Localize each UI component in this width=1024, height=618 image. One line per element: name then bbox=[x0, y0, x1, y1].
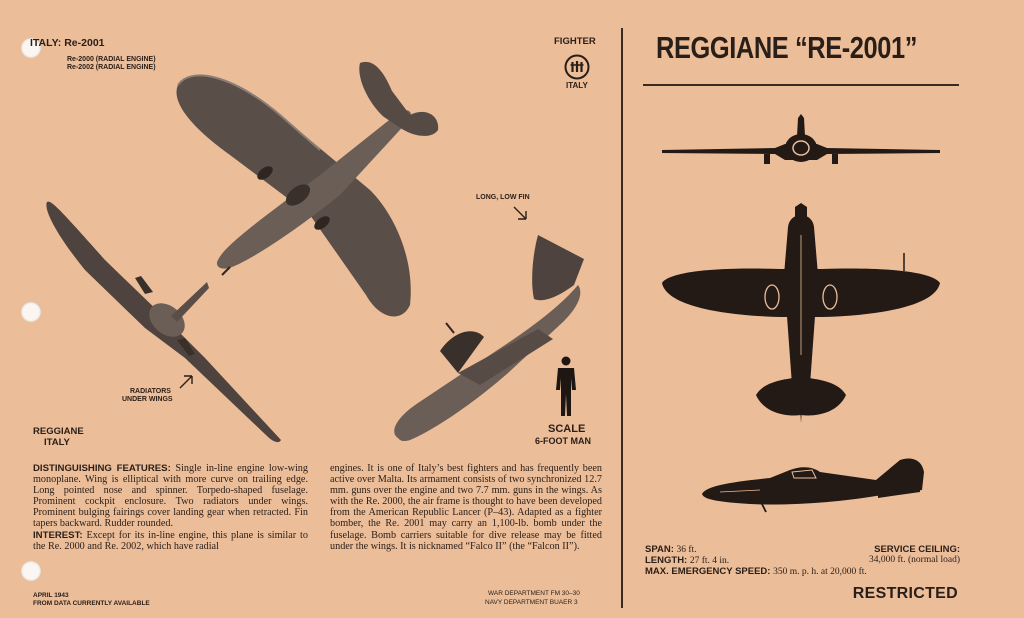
variant-2: Re-2002 (RADIAL ENGINE) bbox=[67, 64, 156, 71]
maker-line-1: REGGIANE bbox=[33, 426, 84, 437]
interest-text: Except for its in-line engine, this plane is similar to the Re. 2000 and Re. 2002, which have radial bbox=[33, 529, 308, 552]
spec-length bbox=[645, 555, 729, 566]
aircraft-photo-headon bbox=[45, 198, 285, 443]
speed-value: 350 m. p. h. at 20,000 ft. bbox=[773, 567, 867, 577]
binder-hole-bottom bbox=[21, 561, 41, 581]
war-dept-ref: WAR DEPARTMENT FM 30–30 bbox=[488, 590, 580, 597]
title-rule bbox=[643, 84, 959, 86]
radiators-note-1: RADIATORS bbox=[130, 388, 171, 395]
description-column-2 bbox=[330, 463, 602, 552]
span-value: 36 ft. bbox=[676, 545, 697, 555]
silhouette-side bbox=[700, 456, 928, 514]
country-model-heading: ITALY: Re-2001 bbox=[30, 37, 105, 49]
binder-hole-middle bbox=[21, 302, 41, 322]
standing-man-icon bbox=[554, 356, 578, 418]
description-continued: engines. It is one of Italy’s best fighters and has frequently been active over Malta. Its armament consists of two synchronized 12.7 mm. guns over the engine and two 7.7 mm. guns in the wings. As with the Re. 2000, the air frame is thought to have been developed from the American Republic Lancer (P–43). Adapted as a fighter bomber, the Re. 2001 may carry an 1,100-lb. bomb under the fuselage. Bomb carriers suitable for dive release may be fitted under the wings. It is nicknamed “Falco II” (the “Falcon II”). bbox=[330, 463, 602, 552]
ceiling-value: 34,000 ft. (normal load) bbox=[868, 555, 960, 565]
fin-note: LONG, LOW FIN bbox=[476, 194, 530, 201]
variant-1: Re-2000 (RADIAL ENGINE) bbox=[67, 56, 156, 63]
nation-label: ITALY bbox=[566, 81, 588, 90]
page-title: REGGIANE “RE-2001” bbox=[656, 30, 918, 65]
pointer-arrow-icon bbox=[178, 372, 196, 390]
maker-line-2: ITALY bbox=[44, 437, 70, 448]
column-divider bbox=[621, 28, 623, 608]
silhouette-plan bbox=[660, 205, 942, 427]
data-source: FROM DATA CURRENTLY AVAILABLE bbox=[33, 600, 150, 607]
spec-span bbox=[645, 544, 697, 555]
classification-stamp: RESTRICTED bbox=[852, 585, 958, 602]
features-heading: DISTINGUISHING FEATURES: bbox=[33, 463, 171, 474]
navy-dept-ref: NAVY DEPARTMENT BUAER 3 bbox=[485, 599, 578, 606]
aircraft-type: FIGHTER bbox=[554, 36, 596, 47]
spec-speed bbox=[645, 566, 867, 577]
pointer-arrow-icon bbox=[512, 205, 530, 223]
radiators-note-2: UNDER WINGS bbox=[122, 396, 173, 403]
fasces-roundel-icon bbox=[564, 54, 590, 80]
ceiling-label: SERVICE CEILING: bbox=[874, 544, 960, 555]
speed-label: MAX. EMERGENCY SPEED: bbox=[645, 566, 771, 577]
length-label: LENGTH: bbox=[645, 555, 688, 566]
issue-date: APRIL 1943 bbox=[33, 592, 69, 599]
features-text: Single in-line engine low-wing monoplane. Wing is elliptical with more curve on trailing edge. Long pointed nose and spinner. Torpedo-shaped fuselage. Prominent cockpit enclosure. Two radiators under wings. Prominent bulging fairings cover landing gear when retracted. Fin tapers backward. Rudder rounded. bbox=[33, 463, 308, 530]
scale-label: SCALE bbox=[548, 423, 586, 435]
length-value: 27 ft. 4 in. bbox=[689, 556, 730, 566]
span-label: SPAN: bbox=[645, 544, 674, 555]
description-column-1 bbox=[33, 463, 308, 552]
scale-sublabel: 6-FOOT MAN bbox=[535, 436, 591, 446]
interest-heading: INTEREST: bbox=[33, 529, 83, 541]
silhouette-front bbox=[660, 114, 942, 166]
